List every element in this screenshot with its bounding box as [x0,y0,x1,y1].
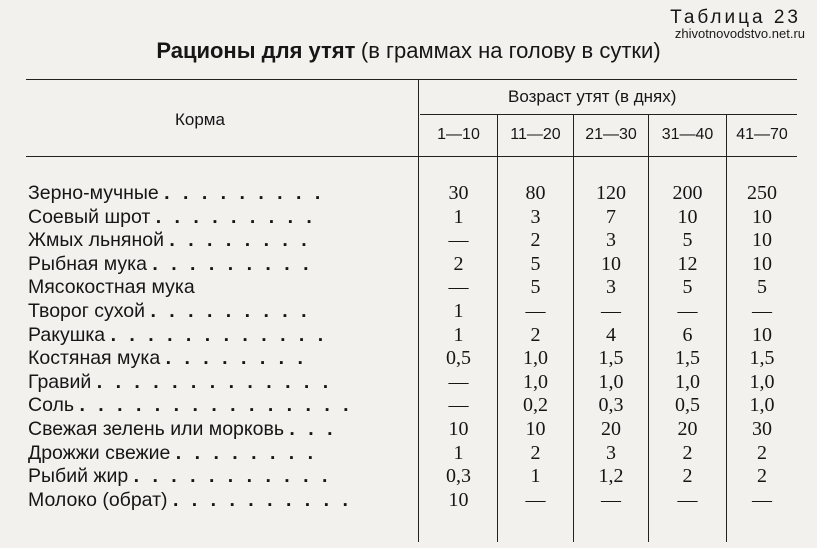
leader-dots: . . . . . . . . [169,229,311,252]
table-cell: 20 [601,418,621,440]
table-cell: 30 [448,182,469,204]
leader-dots: . . . . . . . . . [164,182,325,204]
table-cell: 3 [530,205,541,228]
feed-label: Костяная мука [28,347,161,370]
table-cell: 1,5 [749,347,775,370]
feed-name [28,253,413,276]
table-cell: — [752,488,772,511]
table-cell: — [448,394,469,417]
feed-name [28,442,413,465]
feed-label: Гравий [28,370,92,393]
table-cell: — [448,276,469,299]
table-cell: 2 [530,229,541,252]
feed-name [28,182,413,205]
table-cell: 1,0 [749,370,775,393]
watermark: zhivotnovodstvo.net.ru [674,26,805,41]
feed-name [28,276,413,299]
feed-column-divider [418,80,419,542]
feed-name [28,300,413,323]
age-header-rule [420,114,797,115]
table-cell: — [601,488,621,511]
table-cell: — [677,300,698,322]
table-cell: — [752,300,772,322]
table-cell: 5 [757,276,767,299]
table-cell: 1,5 [598,347,624,370]
table-cell: 10 [752,205,772,228]
table-cell: 2 [757,465,767,488]
table-cell: 10 [525,418,546,440]
table-cell: 1 [453,441,464,464]
table-cell: 120 [596,182,626,204]
table-title [0,38,817,64]
table-cell: 20 [677,418,698,440]
feeds-header: Корма [175,110,225,129]
table-cell: 3 [606,229,616,252]
table-cell: 10 [752,323,772,346]
table-cell: — [448,229,469,252]
feed-name [28,394,413,417]
table-cell: 10 [601,252,621,275]
table-cell: 1,0 [675,370,700,393]
table-cell: 10 [677,205,698,228]
table-cell: 10 [448,488,469,511]
table-cell: 5 [682,229,693,252]
table-cell: 0,5 [446,347,471,370]
table-cell: 80 [525,182,546,204]
header-bottom-rule [26,156,797,157]
table-cell: 1,0 [598,370,624,393]
table-cell: 6 [682,323,693,346]
table-cell: 2 [757,441,767,464]
feed-label: Соевый шрот [28,205,151,228]
feed-name [28,371,413,394]
table-cell: 2 [453,252,464,275]
table-cell: 2 [530,441,541,464]
table-cell: 2 [530,323,541,346]
table-cell: 0,2 [523,394,548,417]
leader-dots: . . . . . . . . . [155,205,316,228]
feed-label: Мясокостная мука [28,276,195,299]
age-header: Возраст утят (в днях) [508,87,677,106]
leader-dots: . . . . . . . . . . [172,488,352,511]
table-cell: 2 [682,441,693,464]
table-cell: 1,0 [749,394,775,417]
feed-label: Соль [28,394,75,417]
table-cell: 2 [682,465,693,488]
age-group-header: 41—70 [736,126,788,143]
table-cell: 10 [752,229,772,252]
feed-label: Ракушка [28,323,106,346]
table-cell: 5 [530,252,541,275]
age-group-header: 21—30 [585,126,637,143]
table-cell: 0,3 [446,465,471,488]
table-cell: 200 [672,182,703,204]
table-cell: 3 [606,441,616,464]
top-rule [26,79,797,80]
table-cell: 1 [453,323,464,346]
table-cell: 30 [752,418,772,440]
age-group-header: 31—40 [661,126,714,143]
table-cell: — [525,300,546,322]
table-cell: — [601,300,621,322]
table-cell: 7 [606,205,616,228]
feed-label: Рыбная мука [28,252,147,275]
table-cell: 1,2 [598,465,624,488]
feed-label: Свежая зелень или морковь [28,418,284,440]
leader-dots: . . . . . . . . [165,347,307,370]
table-cell: 5 [682,276,693,299]
feed-label: Дрожжи свежие [28,441,171,464]
table-cell: — [448,370,469,393]
feed-label: Рыбий жир [28,465,129,488]
leader-dots: . . . . . . . . [175,441,318,464]
feed-name [28,465,413,488]
table-number: Таблица 23 [670,7,801,28]
title-bold: Рационы для утят [156,38,356,63]
table-cell: 1,5 [675,347,700,370]
leader-dots: . . . . . . . . . . . [133,465,332,488]
table-cell: 1,0 [523,370,548,393]
table-cell: 0,3 [598,394,624,417]
title-rest: (в граммах на голову в сутки) [360,38,661,63]
table-cell: 10 [448,418,469,440]
table-cell: 3 [606,276,616,299]
feed-name [28,324,413,347]
table-cell: 4 [606,323,616,346]
age-group-header: 1—10 [437,126,480,143]
table-cell: 1 [453,300,464,322]
table-cell: 250 [747,182,777,204]
feed-label: Творог сухой [28,300,146,322]
table-cell: 1 [453,205,464,228]
table-cell: 12 [677,252,698,275]
leader-dots: . . . . . . . . . . . . [110,323,328,346]
feed-name [28,347,413,370]
table-cell: — [677,488,698,511]
table-cell: 1 [530,465,541,488]
feed-name [28,206,413,229]
leader-dots: . . . . . . . . . [152,252,313,275]
leader-dots: . . . [289,418,337,440]
age-group-header: 11—20 [510,126,561,143]
table-cell: — [525,488,546,511]
table-cell: 5 [530,276,541,299]
feed-name [28,229,413,252]
table-cell: 1,0 [523,347,548,370]
feed-name [28,489,413,512]
feed-name [28,418,413,441]
table-cell: 0,5 [675,394,700,417]
feed-label: Зерно-мучные [28,182,159,204]
feed-label: Молоко (обрат) [28,488,168,511]
feed-label: Жмых льняной [28,229,164,252]
table-cell: 10 [752,252,772,275]
leader-dots: . . . . . . . . . . . . . . . [79,394,353,417]
leader-dots: . . . . . . . . . [150,300,311,322]
leader-dots: . . . . . . . . . . . . . [96,370,333,393]
